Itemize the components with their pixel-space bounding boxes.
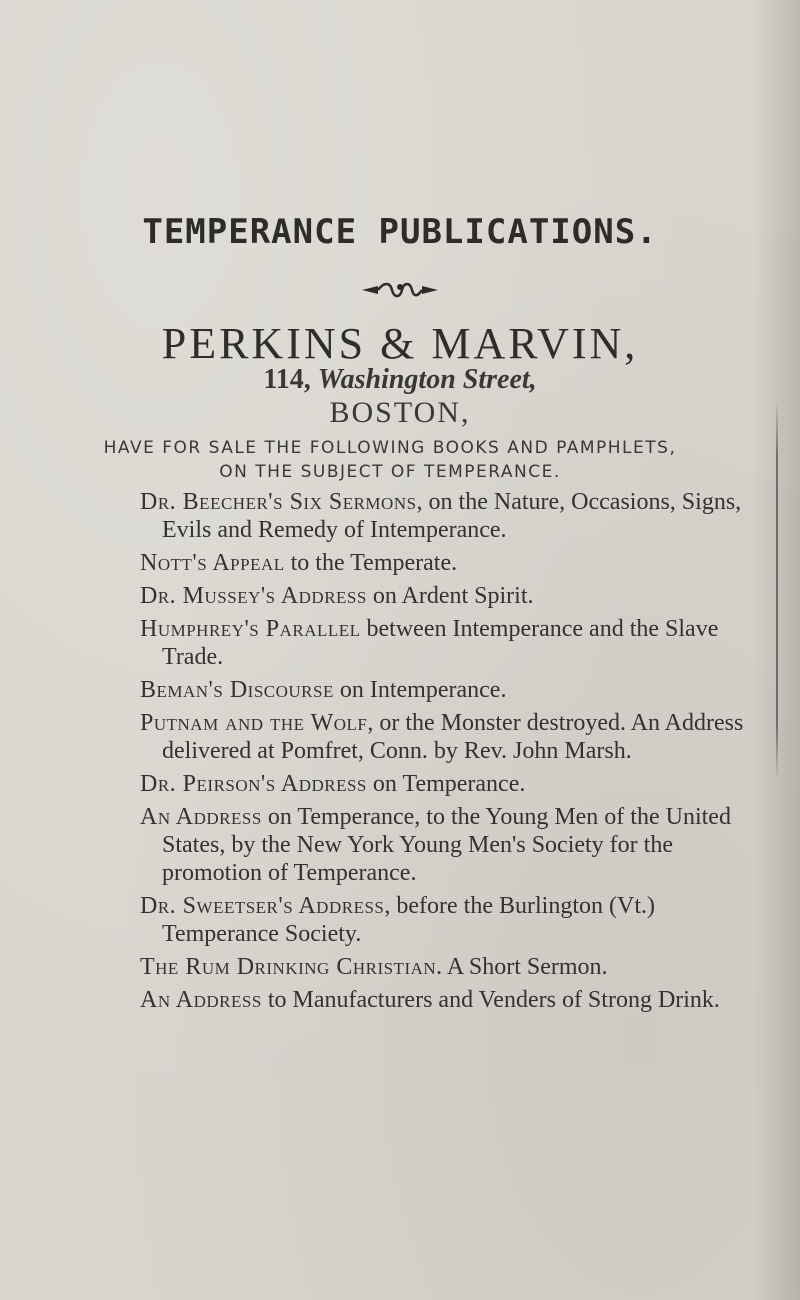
publisher-name: PERKINS & MARVIN,: [161, 319, 639, 368]
list-item: [140, 676, 760, 704]
list-item: [140, 892, 760, 948]
publication-title: Humphrey's Parallel: [140, 616, 361, 642]
publication-title: Dr. Beecher's Six Sermons: [140, 489, 417, 515]
publication-description: on Ardent Spirit.: [366, 583, 534, 609]
publication-description: , on the Nature, Occasions, Signs, Evils and Remedy of Intemperance.: [162, 489, 742, 543]
list-item: [140, 953, 760, 981]
intro-line-2: ON THE SUBJECT OF TEMPERANCE.: [219, 462, 561, 482]
list-item: [140, 770, 760, 798]
publication-title: Nott's Appeal: [140, 550, 285, 576]
publication-description: on Intemperance.: [333, 677, 507, 703]
list-item: [140, 615, 760, 671]
list-item: [140, 709, 760, 765]
publication-title: An Address: [140, 987, 262, 1013]
publication-title: The Rum Drinking Christian: [140, 954, 437, 980]
publication-title: Dr. Peirson's Address: [140, 771, 367, 797]
list-item: [140, 986, 760, 1014]
list-item: [140, 549, 760, 577]
publication-title: Dr. Mussey's Address: [140, 583, 367, 609]
publisher-city: BOSTON,: [329, 396, 471, 429]
intro-line-1: HAVE FOR SALE THE FOLLOWING BOOKS AND PAMPHLETS,: [103, 438, 677, 458]
list-item: [140, 582, 760, 610]
list-item: [140, 488, 760, 544]
publication-description: , or the Monster destroyed. An Address delivered at Pomfret, Conn. by Rev. John Marsh.: [162, 710, 744, 764]
ornament-flourish-icon: [360, 278, 440, 302]
publication-title: Putnam and the Wolf: [140, 710, 368, 736]
page-heading: TEMPERANCE PUBLICATIONS.: [142, 212, 658, 252]
publication-description: . A Short Sermon.: [436, 954, 608, 980]
intro-text: [40, 436, 740, 484]
publication-title: Beman's Discourse: [140, 677, 334, 703]
publication-title: Dr. Sweetser's Address: [140, 893, 385, 919]
publisher-address: [0, 364, 800, 396]
margin-rule: [776, 400, 778, 780]
publication-description: between Intemperance and the Slave Trade.: [162, 616, 719, 670]
publication-description: on Temperance.: [366, 771, 526, 797]
list-item: [140, 803, 760, 887]
publication-description: on Temperance, to the Young Men of the United States, by the New York Young Men's Society for the promotion of Temperance.: [162, 804, 731, 886]
publication-title: An Address: [140, 804, 262, 830]
publication-description: to Manufacturers and Venders of Strong Drink.: [261, 987, 720, 1013]
publication-description: , before the Burlington (Vt.) Temperance Society.: [162, 893, 655, 947]
street-number: 114,: [263, 364, 311, 395]
street-name: Washington Street,: [317, 364, 537, 395]
publication-list: [140, 488, 760, 1019]
publication-description: to the Temperate.: [284, 550, 458, 576]
